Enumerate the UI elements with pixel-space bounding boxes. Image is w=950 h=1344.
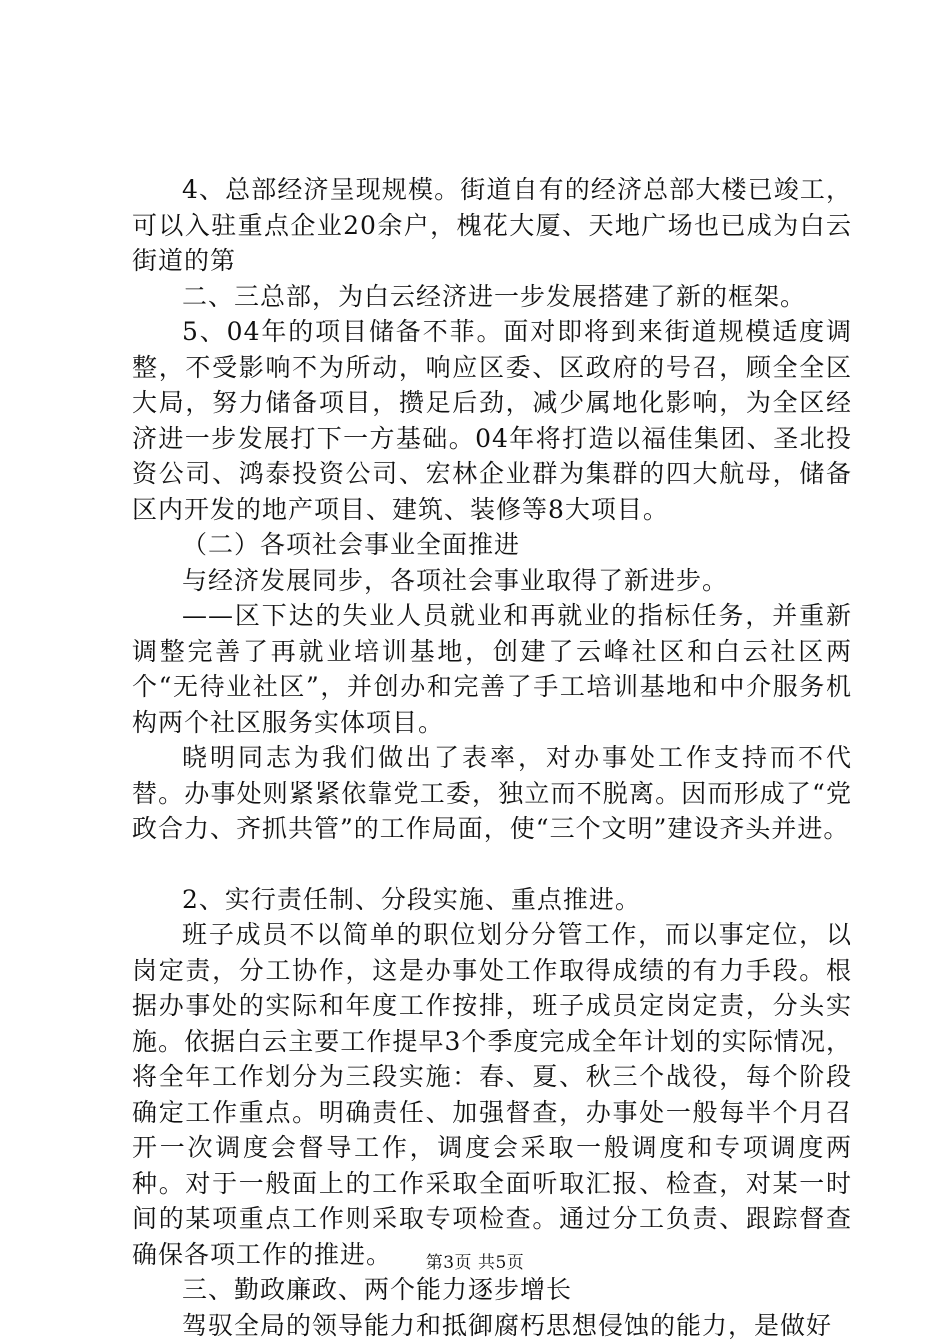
page-footer: 第3页 共5页 [425, 1253, 525, 1273]
section-heading-diligence: 三、勤政廉政、两个能力逐步增长 [182, 1275, 573, 1304]
paragraph-social-progress: 与经济发展同步，各项社会事业取得了新进步。 [182, 565, 729, 595]
paragraph-leadership-example: 晓明同志为我们做出了表率，对办事处工作支持而不代替。办事处则紧紧依靠党工委，独立而不脱离。因而形成了“党政合力、齐抓共管”的工作局面，使“三个文明”建设齐头并进。 [132, 743, 852, 843]
paragraph-leadership-ability: 驾驭全局的领导能力和抵御腐朽思想侵蚀的能力，是做好 [182, 1310, 833, 1340]
document-body [132, 172, 852, 1343]
paragraph-team-division: 班子成员不以简单的职位划分分管工作，而以事定位，以岗定责，分工协作，这是办事处工作取得成绩的有力手段。根据办事处的实际和年度工作按排，班子成员定岗定责，分头实施。依据白云主要工作提早3个季度完成全年计划的实际情况，将全年工作划分为三段实施：春、夏、秋三个战役，每个阶段确定工作重点。明确责任、加强督查，办事处一般每半个月召开一次调度会督导工作，调度会采取一般调度和专项调度两种。对于一般面上的工作采取全面听取汇报、检查，对某一时间的某项重点工作则采取专项检查。通过分工负责、跟踪督查确保各项工作的推进。 [132, 920, 852, 1269]
paragraph-project-reserve: 5、04年的项目储备不菲。面对即将到来街道规模适度调整，不受影响不为所动，响应区委、区政府的号召，顾全全区大局，努力储备项目，攒足后劲，减少属地化影响，为全区经济进一步发展打下一方基础。04年将打造以福佳集团、圣北投资公司、鸿泰投资公司、宏林企业群为集群的四大航母，储备区内开发的地产项目、建筑、装修等8大项目。 [132, 317, 852, 524]
section-heading-social-affairs: （二）各项社会事业全面推进 [182, 530, 521, 559]
paragraph-headquarters-economy: 4、总部经济呈现规模。街道自有的经济总部大楼已竣工，可以入驻重点企业20余户，槐花大厦、天地广场也已成为白云街道的第 [132, 175, 852, 275]
paragraph-employment: ——区下达的失业人员就业和再就业的指标任务，并重新调整完善了再就业培训基地，创建了云峰社区和白云社区两个“无待业社区”，并创办和完善了手工培训基地和中介服务机构两个社区服务实体项目。 [132, 601, 852, 737]
paragraph-headquarters-continued: 二、三总部，为白云经济进一步发展搭建了新的框架。 [182, 281, 807, 311]
paragraph-responsibility-system: 2、实行责任制、分段实施、重点推进。 [182, 884, 641, 914]
